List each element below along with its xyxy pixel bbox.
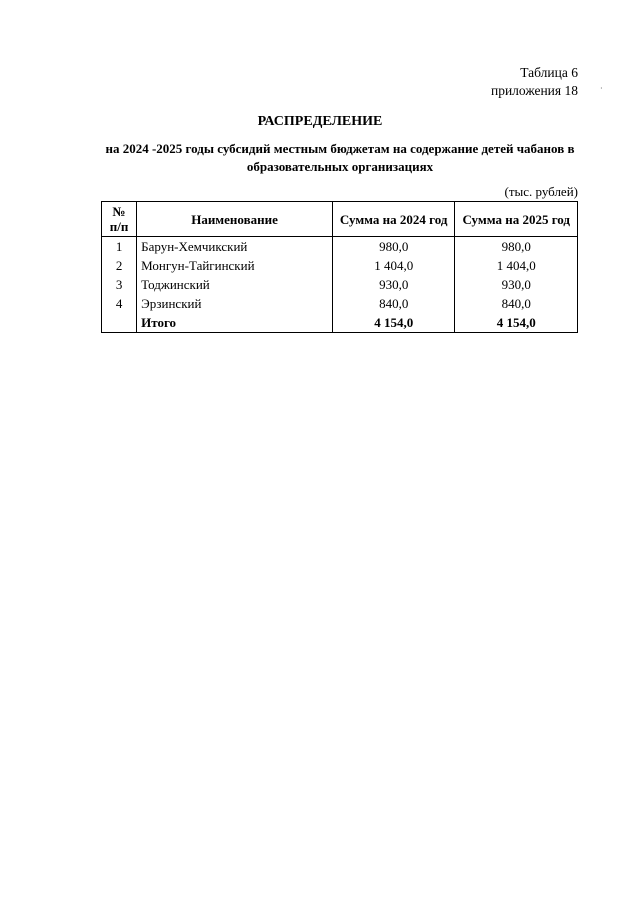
subtitle-line-2: образовательных организациях (246, 159, 434, 174)
total-num (102, 313, 137, 333)
table-row (102, 256, 578, 275)
appendix-label: приложения 18 (490, 83, 578, 98)
row-sum-2024: 1 404,0 (332, 256, 455, 275)
header-sum-2025: Сумма на 2025 год (455, 202, 578, 237)
units-note: (тыс. рублей) (504, 184, 578, 199)
row-num: 1 (102, 237, 137, 257)
header-sum-2024: Сумма на 2024 год (332, 202, 455, 237)
row-sum-2025: 1 404,0 (455, 256, 578, 275)
table-label: Таблица 6 (520, 65, 578, 80)
row-name: Барун-Хемчикский (137, 237, 333, 257)
row-num: 2 (102, 256, 137, 275)
header-num (102, 202, 137, 237)
distribution-table (101, 201, 578, 333)
row-sum-2025: 840,0 (455, 294, 578, 313)
row-name: Эрзинский (137, 294, 333, 313)
table-row (102, 275, 578, 294)
row-sum-2025: 930,0 (455, 275, 578, 294)
row-sum-2024: 840,0 (332, 294, 455, 313)
total-sum-2025: 4 154,0 (455, 313, 578, 333)
table-row (102, 294, 578, 313)
table-total-row (102, 313, 578, 333)
subtitle-line-1: на 2024 -2025 годы субсидий местным бюджетам на содержание детей чабанов в (105, 141, 575, 156)
row-name: Тоджинский (137, 275, 333, 294)
row-sum-2024: 980,0 (332, 237, 455, 257)
row-sum-2024: 930,0 (332, 275, 455, 294)
header-name: Наименование (137, 202, 333, 237)
row-num: 4 (102, 294, 137, 313)
document-title: РАСПРЕДЕЛЕНИЕ (257, 114, 383, 129)
table-header-row (102, 202, 578, 237)
row-num: 3 (102, 275, 137, 294)
header-num-line-1: № (112, 204, 126, 219)
row-name: Монгун-Тайгинский (137, 256, 333, 275)
scan-speck: · (600, 84, 603, 93)
document-subtitle (100, 140, 580, 176)
total-sum-2024: 4 154,0 (332, 313, 455, 333)
header-num-line-2: п/п (109, 219, 129, 234)
table-row (102, 237, 578, 257)
total-label: Итого (137, 313, 333, 333)
row-sum-2025: 980,0 (455, 237, 578, 257)
table-reference (491, 64, 578, 100)
